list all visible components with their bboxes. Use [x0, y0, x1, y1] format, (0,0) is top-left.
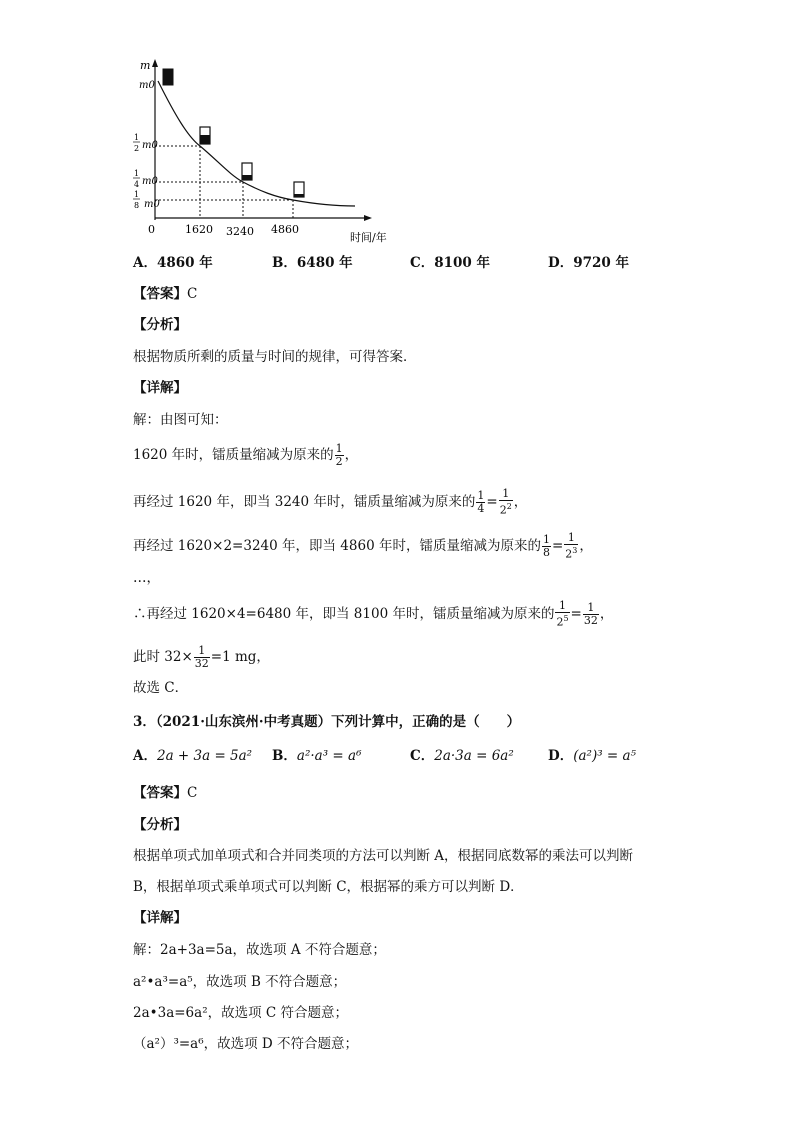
svg-text:m0: m0 [142, 176, 158, 187]
q2-detail-line-3: 再经过 1620 年，即当 3240 年时，镭质量缩减为原来的 $\frac{1}{4}$ = $\frac{1}{2^2}$ ， [133, 487, 528, 517]
y-axis-arrow [152, 59, 158, 67]
frac-one-half: $\frac{1}{2}$ [335, 442, 343, 468]
origin-label: 0 [148, 223, 155, 236]
q2-option-a: A．4860 年 [133, 255, 213, 271]
q2-detail-line-6: ∴再经过 1620×4=6480 年，即当 8100 年时，镭质量缩减为原来的 $\frac{1}{2^5}$ = $\frac{1}{32}$ ， [133, 599, 614, 629]
svg-text:1: 1 [134, 190, 140, 199]
q2-detail-line-1: 解：由图可知： [133, 412, 228, 428]
x-tick-1620: 1620 [185, 223, 213, 236]
svg-text:2: 2 [134, 144, 140, 153]
tick-m0: m0 [139, 80, 155, 91]
svg-text:m0: m0 [142, 140, 158, 151]
q3-answer: 【答案】C [133, 785, 198, 801]
q2-detail-tag: 【详解】 [133, 380, 187, 396]
svg-text:m0: m0 [144, 199, 160, 210]
x-axis-arrow [364, 215, 372, 221]
q2-detail-line-2: 1620 年时，镭质量缩减为原来的 $\frac{1}{2}$ ， [133, 442, 359, 468]
x-tick-3240: 3240 [226, 225, 254, 238]
q2-analysis-tag: 【分析】 [133, 317, 187, 333]
q3-analysis-line-2: B，根据单项式乘单项式可以判断 C，根据幂的乘方可以判断 D． [133, 879, 524, 895]
q3-title: 3．（2021·山东滨州·中考真题）下列计算中，正确的是（ ） [133, 714, 521, 730]
q2-answer: 【答案】C [133, 286, 198, 302]
q3-option-d: D．(a²)³ = a⁵ [548, 748, 636, 764]
q3-analysis-line-1: 根据单项式加单项式和合并同类项的方法可以判断 A，根据同底数幂的乘法可以判断 [133, 848, 634, 864]
q3-option-b: B．a²·a³ = a⁶ [272, 748, 362, 764]
tick-eighth [133, 190, 160, 210]
svg-text:1: 1 [134, 169, 140, 178]
q2-option-c: C．8100 年 [410, 255, 491, 271]
y-axis-label: m [140, 59, 151, 72]
sample-jar-quarter [242, 163, 252, 180]
decay-graph [130, 55, 410, 245]
x-axis-label: 时间/年 [350, 231, 387, 244]
q2-detail-line-8: 故选 C． [133, 680, 189, 696]
decay-curve [158, 81, 355, 206]
q2-detail-line-7: 此时 32× $\frac{1}{32}$ =1 mg， [133, 644, 270, 670]
svg-text:4: 4 [134, 180, 140, 189]
q3-detail-line-1: 解：2a+3a=5a，故选项 A 不符合题意； [133, 942, 386, 958]
q3-analysis-tag: 【分析】 [133, 817, 187, 833]
q3-option-c: C．2a·3a = 6a² [410, 748, 514, 764]
sample-jar-half [200, 127, 210, 144]
svg-text:1: 1 [134, 133, 140, 142]
q3-detail-line-3: 2a•3a=6a²，故选项 C 符合题意； [133, 1005, 349, 1021]
q3-detail-line-2: a²•a³=a⁵，故选项 B 不符合题意； [133, 974, 347, 990]
q2-detail-line-4: 再经过 1620×2=3240 年，即当 4860 年时，镭质量缩减为原来的 $\frac{1}{8}$ = $\frac{1}{2^3}$ ， [133, 531, 593, 561]
sample-jar-eighth [294, 182, 304, 197]
x-tick-4860: 4860 [271, 223, 299, 236]
q3-detail-tag: 【详解】 [133, 910, 187, 926]
q2-analysis-text: 根据物质所剩的质量与时间的规律，可得答案． [133, 349, 417, 365]
q3-option-a: A．2a + 3a = 5a² [133, 748, 253, 764]
sample-jar-full [163, 69, 173, 85]
q2-detail-line-5: …， [133, 570, 160, 586]
q2-option-b: B．6480 年 [272, 255, 353, 271]
q2-option-d: D．9720 年 [548, 255, 629, 271]
q3-detail-line-4: （a²）³=a⁶，故选项 D 不符合题意； [133, 1036, 359, 1052]
svg-text:8: 8 [134, 201, 140, 210]
